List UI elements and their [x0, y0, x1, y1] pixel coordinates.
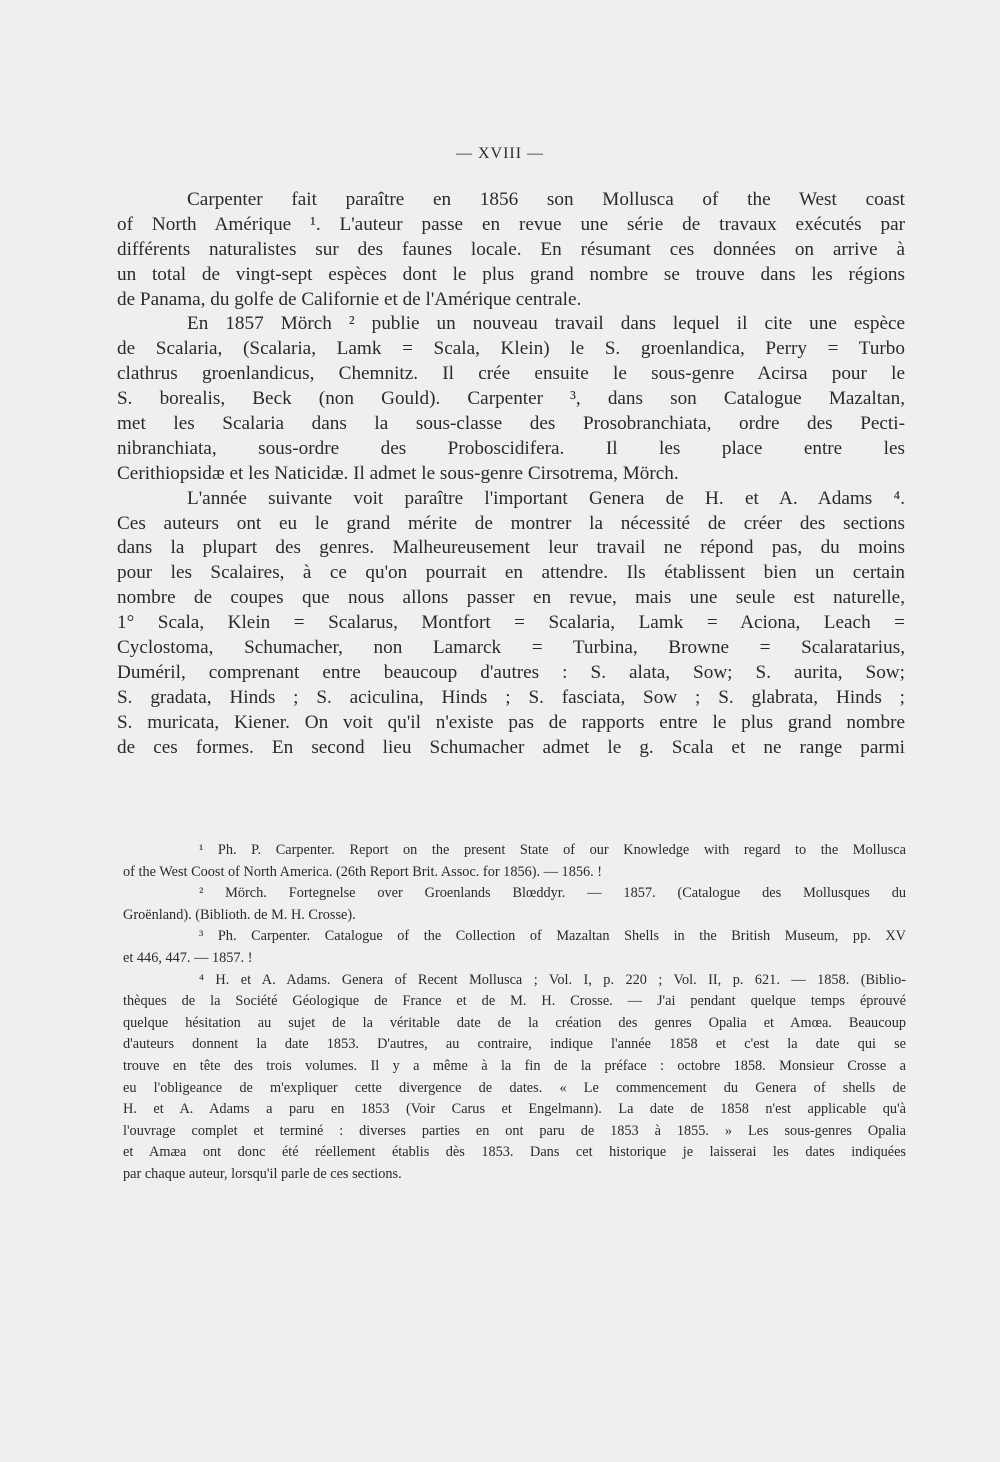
text-line: dans la plupart des genres. Malheureusement leur travail ne répond pas, du moins	[117, 537, 905, 559]
footnote-line: par chaque auteur, lorsqu'il parle de ces sections.	[123, 1165, 402, 1182]
main-text	[117, 188, 905, 760]
page-number: — XVIII —	[455, 145, 545, 162]
footnote-line: l'ouvrage complet et terminé : diverses parties en ont paru de 1853 à 1855. » Les sous-genres Opalia	[123, 1122, 906, 1139]
text-line: de ces formes. En second lieu Schumacher admet le g. Scala et ne range parmi	[117, 736, 905, 758]
footnote-line: trouve en tête des trois volumes. Il y a même à la fin de la préface : octobre 1858. Monsieur Crosse a	[123, 1057, 906, 1074]
text-line: Duméril, comprenant entre beaucoup d'autres : S. alata, Sow; S. aurita, Sow;	[117, 661, 905, 683]
text-line: Carpenter fait paraître en 1856 son Mollusca of the West coast	[187, 189, 905, 210]
text-line: of North Amérique ¹. L'auteur passe en revue une série de travaux exécutés par	[117, 213, 905, 235]
text-line: S. muricata, Kiener. On voit qu'il n'existe pas de rapports entre le plus grand nombre	[117, 711, 905, 733]
footnote-line: eu l'obligeance de m'expliquer cette divergence de dates. « Le commencement du Genera of shells de	[123, 1079, 906, 1096]
text-line: de Panama, du golfe de Californie et de l'Amérique centrale.	[117, 288, 582, 310]
footnote-line: et Amæa ont donc été réellement établis dès 1853. Dans cet historique je laisserai les dates indiquées	[123, 1144, 906, 1161]
text-line: un total de vingt-sept espèces dont le plus grand nombre se trouve dans les régions	[117, 263, 905, 285]
text-line: S. gradata, Hinds ; S. aciculina, Hinds ; S. fasciata, Sow ; S. glabrata, Hinds ;	[117, 686, 905, 708]
text-line: différents naturalistes sur des faunes locale. En résumant ces données on arrive à	[117, 238, 905, 260]
text-line: Ces auteurs ont eu le grand mérite de montrer la nécessité de créer des sections	[117, 512, 905, 534]
footnote-line: ³ Ph. Carpenter. Catalogue of the Collection of Mazaltan Shells in the British Museum, pp. XV	[199, 928, 906, 945]
footnote-line: d'auteurs donnent la date 1853. D'autres, au contraire, indique l'année 1858 et c'est la date qui se	[123, 1036, 906, 1053]
footnote-line: quelque hésitation au sujet de la véritable date de la création des genres Opalia et Amœa. Beaucoup	[123, 1014, 906, 1031]
text-line: S. borealis, Beck (non Gould). Carpenter ³, dans son Catalogue Mazaltan,	[117, 388, 905, 410]
footnote-line: ² Mörch. Fortegnelse over Groenlands Blœddyr. — 1857. (Catalogue des Mollusques du	[199, 885, 906, 902]
text-line: nibranchiata, sous-ordre des Proboscidifera. Il les place entre les	[117, 437, 905, 459]
footnote-line: thèques de la Société Géologique de France et de M. H. Crosse. — J'ai pendant quelque temps éprouvé	[123, 993, 906, 1010]
text-line: L'année suivante voit paraître l'important Genera de H. et A. Adams ⁴.	[187, 487, 905, 509]
text-line: Cyclostoma, Schumacher, non Lamarck = Turbina, Browne = Scalaratarius,	[117, 637, 905, 659]
footnote-line: Groënland). (Biblioth. de M. H. Crosse).	[123, 906, 356, 923]
footnote-line: H. et A. Adams a paru en 1853 (Voir Carus et Engelmann). La date de 1858 n'est applicable qu'à	[123, 1101, 906, 1118]
text-line: clathrus groenlandicus, Chemnitz. Il crée ensuite le sous-genre Acirsa pour le	[117, 363, 905, 385]
footnote-line: ¹ Ph. P. Carpenter. Report on the present State of our Knowledge with regard to the Mollusca	[199, 842, 906, 858]
text-line: nombre de coupes que nous allons passer en revue, mais une seule est naturelle,	[117, 587, 905, 609]
text-line: En 1857 Mörch ² publie un nouveau travail dans lequel il cite une espèce	[187, 313, 905, 335]
footnotes	[123, 840, 906, 1186]
text-line: de Scalaria, (Scalaria, Lamk = Scala, Klein) le S. groenlandica, Perry = Turbo	[117, 338, 905, 360]
footnote-line: ⁴ H. et A. Adams. Genera of Recent Mollusca ; Vol. I, p. 220 ; Vol. II, p. 621. — 1858. (Biblio-	[199, 971, 906, 988]
footnote-line: of the West Coost of North America. (26th Report Brit. Assoc. for 1856). — 1856. !	[123, 863, 603, 880]
text-line: Cerithiopsidæ et les Naticidæ. Il admet le sous-genre Cirsotrema, Mörch.	[117, 462, 679, 484]
footnote-line: et 446, 447. — 1857. !	[123, 949, 253, 966]
text-line: met les Scalaria dans la sous-classe des Prosobranchiata, ordre des Pecti-	[117, 413, 905, 435]
text-line: 1° Scala, Klein = Scalarus, Montfort = Scalaria, Lamk = Aciona, Leach =	[117, 612, 905, 634]
text-line: pour les Scalaires, à ce qu'on pourrait en attendre. Ils établissent bien un certain	[117, 562, 905, 584]
